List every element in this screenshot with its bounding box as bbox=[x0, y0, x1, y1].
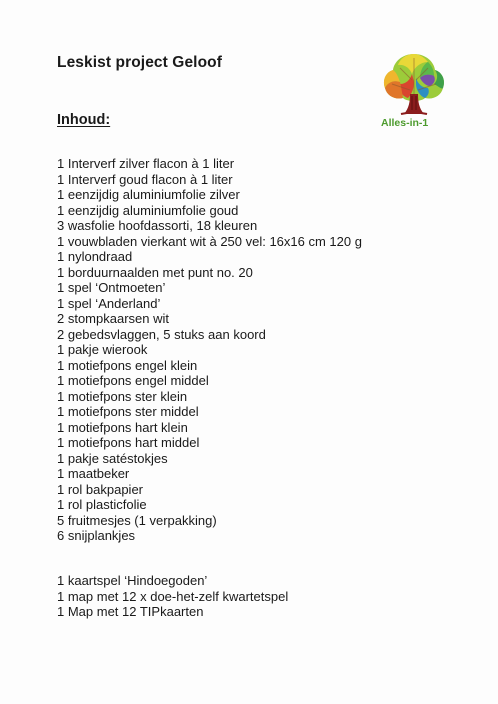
list-item: 1 Interverf goud flacon à 1 liter bbox=[57, 171, 233, 187]
page-title: Leskist project Geloof bbox=[57, 54, 222, 71]
section-heading: Inhoud: bbox=[57, 112, 111, 128]
list-item: 1 motiefpons hart middel bbox=[57, 435, 200, 450]
list-item: 1 Map met 12 TIPkaarten bbox=[57, 604, 204, 619]
list-item: 2 gebedsvlaggen, 5 stuks aan koord bbox=[57, 326, 266, 342]
tree-icon bbox=[376, 50, 452, 120]
list-item: 1 maatbeker bbox=[57, 466, 130, 481]
contents-list bbox=[57, 156, 362, 544]
list-item: 1 pakje wierook bbox=[57, 342, 148, 357]
list-item: 1 motiefpons engel middel bbox=[57, 373, 209, 388]
list-item: 1 rol plasticfolie bbox=[57, 497, 147, 512]
list-item: 1 eenzijdig aluminiumfolie zilver bbox=[57, 187, 240, 202]
list-item: 1 motiefpons engel klein bbox=[57, 357, 198, 373]
list-item: 1 kaartspel ‘Hindoegoden’ bbox=[57, 573, 208, 588]
list-item: 1 spel ‘Ontmoeten’ bbox=[57, 280, 166, 295]
list-item: 1 eenzijdig aluminiumfolie goud bbox=[57, 202, 239, 218]
list-item: 1 map met 12 x doe-het-zelf kwartetspel bbox=[57, 588, 289, 604]
list-item: 1 spel ‘Anderland’ bbox=[57, 295, 161, 311]
list-item: 1 vouwbladen vierkant wit à 250 vel: 16x16 cm 120 g bbox=[57, 233, 362, 249]
list-item: 6 snijplankjes bbox=[57, 528, 136, 543]
list-item: 5 fruitmesjes (1 verpakking) bbox=[57, 512, 217, 528]
list-item: 3 wasfolie hoofdassorti, 18 kleuren bbox=[57, 218, 258, 233]
list-item: 2 stompkaarsen wit bbox=[57, 311, 169, 326]
list-item: 1 Interverf zilver flacon à 1 liter bbox=[57, 156, 235, 171]
list-item: 1 pakje satéstokjes bbox=[57, 450, 168, 466]
logo-text: Alles-in-1 bbox=[381, 117, 429, 129]
list-item: 1 motiefpons ster klein bbox=[57, 388, 188, 404]
list-item: 1 nylondraad bbox=[57, 249, 133, 264]
list-item: 1 motiefpons hart klein bbox=[57, 419, 188, 435]
list-item: 1 motiefpons ster middel bbox=[57, 404, 199, 419]
extra-contents-list bbox=[57, 573, 288, 620]
list-item: 1 rol bakpapier bbox=[57, 481, 143, 497]
list-item: 1 borduurnaalden met punt no. 20 bbox=[57, 264, 253, 280]
